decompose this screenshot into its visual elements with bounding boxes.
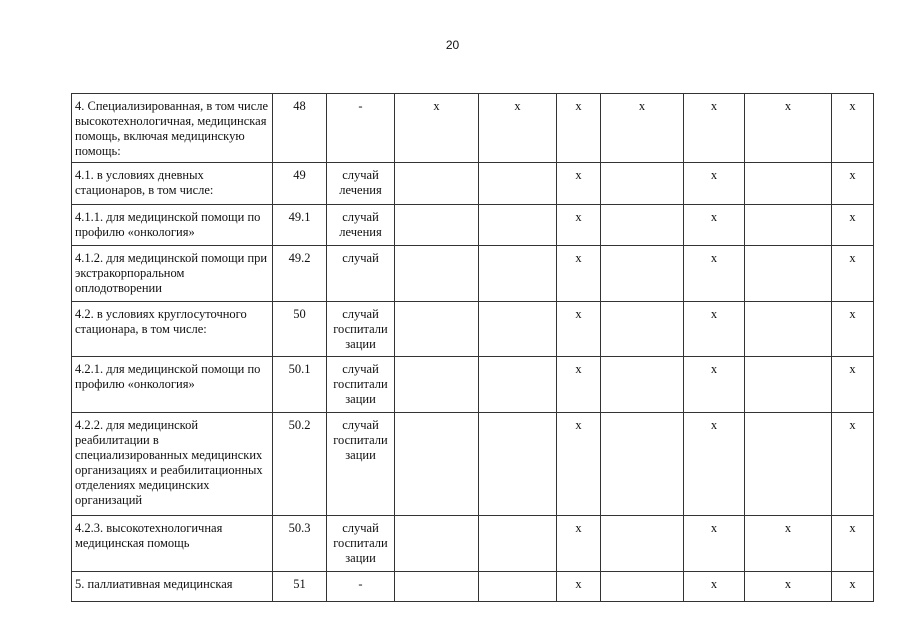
row-value-cell xyxy=(395,246,479,302)
row-value-cell xyxy=(479,516,557,572)
data-table xyxy=(71,93,874,602)
row-value-cell: х xyxy=(832,357,874,413)
row-value-cell: х xyxy=(557,94,601,163)
table-row xyxy=(72,163,874,205)
table-row xyxy=(72,205,874,246)
row-code-cell: 48 xyxy=(273,94,327,163)
row-name-cell: 4.1.2. для медицинской помощи при экстракорпоральном оплодотворении xyxy=(72,246,273,302)
row-unit-cell: случай госпитали зации xyxy=(327,516,395,572)
table-row xyxy=(72,246,874,302)
table-body xyxy=(72,94,874,602)
row-value-cell xyxy=(479,413,557,516)
table-row xyxy=(72,357,874,413)
row-name-cell: 4.1.1. для медицинской помощи по профилю «онкология» xyxy=(72,205,273,246)
row-code-cell: 49.2 xyxy=(273,246,327,302)
row-value-cell xyxy=(479,302,557,357)
row-value-cell: х xyxy=(557,357,601,413)
row-value-cell xyxy=(601,302,684,357)
row-value-cell xyxy=(395,163,479,205)
row-value-cell xyxy=(745,205,832,246)
row-value-cell: х xyxy=(601,94,684,163)
row-code-cell: 49.1 xyxy=(273,205,327,246)
row-value-cell xyxy=(395,413,479,516)
row-value-cell: х xyxy=(557,246,601,302)
row-value-cell xyxy=(479,357,557,413)
row-value-cell: х xyxy=(557,205,601,246)
row-value-cell: х xyxy=(832,413,874,516)
table-row xyxy=(72,572,874,602)
row-value-cell: х xyxy=(832,163,874,205)
row-name-cell: 4.2.1. для медицинской помощи по профилю «онкология» xyxy=(72,357,273,413)
row-value-cell: х xyxy=(684,516,745,572)
row-name-cell: 4.2.3. высокотехнологичная медицинская помощь xyxy=(72,516,273,572)
row-code-cell: 50.1 xyxy=(273,357,327,413)
row-value-cell xyxy=(479,246,557,302)
row-value-cell: х xyxy=(557,516,601,572)
table-row xyxy=(72,413,874,516)
row-name-cell: 4. Специализированная, в том числе высокотехнологичная, медицинская помощь, включая медицинскую помощь: xyxy=(72,94,273,163)
row-value-cell xyxy=(745,413,832,516)
table-row xyxy=(72,516,874,572)
row-value-cell: х xyxy=(684,302,745,357)
table-row xyxy=(72,302,874,357)
row-value-cell xyxy=(479,572,557,602)
row-name-cell: 4.1. в условиях дневных стационаров, в том числе: xyxy=(72,163,273,205)
row-unit-cell: случай госпитали зации xyxy=(327,413,395,516)
row-value-cell xyxy=(745,357,832,413)
row-name-cell: 4.2. в условиях круглосуточного стационара, в том числе: xyxy=(72,302,273,357)
row-value-cell xyxy=(601,413,684,516)
row-value-cell: х xyxy=(684,572,745,602)
row-unit-cell: случай госпитали зации xyxy=(327,302,395,357)
row-value-cell: х xyxy=(395,94,479,163)
row-unit-cell: - xyxy=(327,94,395,163)
row-unit-cell: случай госпитали зации xyxy=(327,357,395,413)
row-value-cell xyxy=(601,163,684,205)
row-value-cell: х xyxy=(684,205,745,246)
table-row xyxy=(72,94,874,163)
row-value-cell: х xyxy=(557,163,601,205)
row-unit-cell: случай лечения xyxy=(327,163,395,205)
row-value-cell xyxy=(601,205,684,246)
row-name-cell: 5. паллиативная медицинская xyxy=(72,572,273,602)
row-value-cell xyxy=(395,357,479,413)
row-value-cell: х xyxy=(832,94,874,163)
row-value-cell xyxy=(745,302,832,357)
row-value-cell: х xyxy=(832,516,874,572)
row-value-cell xyxy=(479,205,557,246)
row-value-cell: х xyxy=(745,516,832,572)
row-value-cell: х xyxy=(684,413,745,516)
row-code-cell: 50.3 xyxy=(273,516,327,572)
row-value-cell xyxy=(601,246,684,302)
row-unit-cell: случай лечения xyxy=(327,205,395,246)
row-value-cell: х xyxy=(557,413,601,516)
row-name-cell: 4.2.2. для медицинской реабилитации в специализированных медицинских организациях и реабилитационных отделениях медицинских организаций xyxy=(72,413,273,516)
row-value-cell xyxy=(601,357,684,413)
row-value-cell: х xyxy=(832,572,874,602)
row-value-cell: х xyxy=(832,302,874,357)
page-number: 20 xyxy=(445,38,460,52)
row-value-cell: х xyxy=(479,94,557,163)
row-code-cell: 49 xyxy=(273,163,327,205)
row-value-cell: х xyxy=(745,572,832,602)
row-value-cell xyxy=(479,163,557,205)
row-value-cell xyxy=(601,516,684,572)
row-unit-cell: случай xyxy=(327,246,395,302)
row-code-cell: 50 xyxy=(273,302,327,357)
row-value-cell: х xyxy=(684,94,745,163)
row-value-cell xyxy=(395,205,479,246)
row-value-cell xyxy=(745,246,832,302)
row-value-cell: х xyxy=(684,357,745,413)
row-value-cell: х xyxy=(684,163,745,205)
row-value-cell: х xyxy=(684,246,745,302)
row-value-cell: х xyxy=(557,572,601,602)
row-value-cell: х xyxy=(832,205,874,246)
row-code-cell: 50.2 xyxy=(273,413,327,516)
row-value-cell xyxy=(601,572,684,602)
row-value-cell xyxy=(395,516,479,572)
row-value-cell: х xyxy=(745,94,832,163)
row-value-cell xyxy=(395,572,479,602)
row-value-cell: х xyxy=(557,302,601,357)
row-value-cell: х xyxy=(832,246,874,302)
row-unit-cell: - xyxy=(327,572,395,602)
row-code-cell: 51 xyxy=(273,572,327,602)
row-value-cell xyxy=(395,302,479,357)
row-value-cell xyxy=(745,163,832,205)
